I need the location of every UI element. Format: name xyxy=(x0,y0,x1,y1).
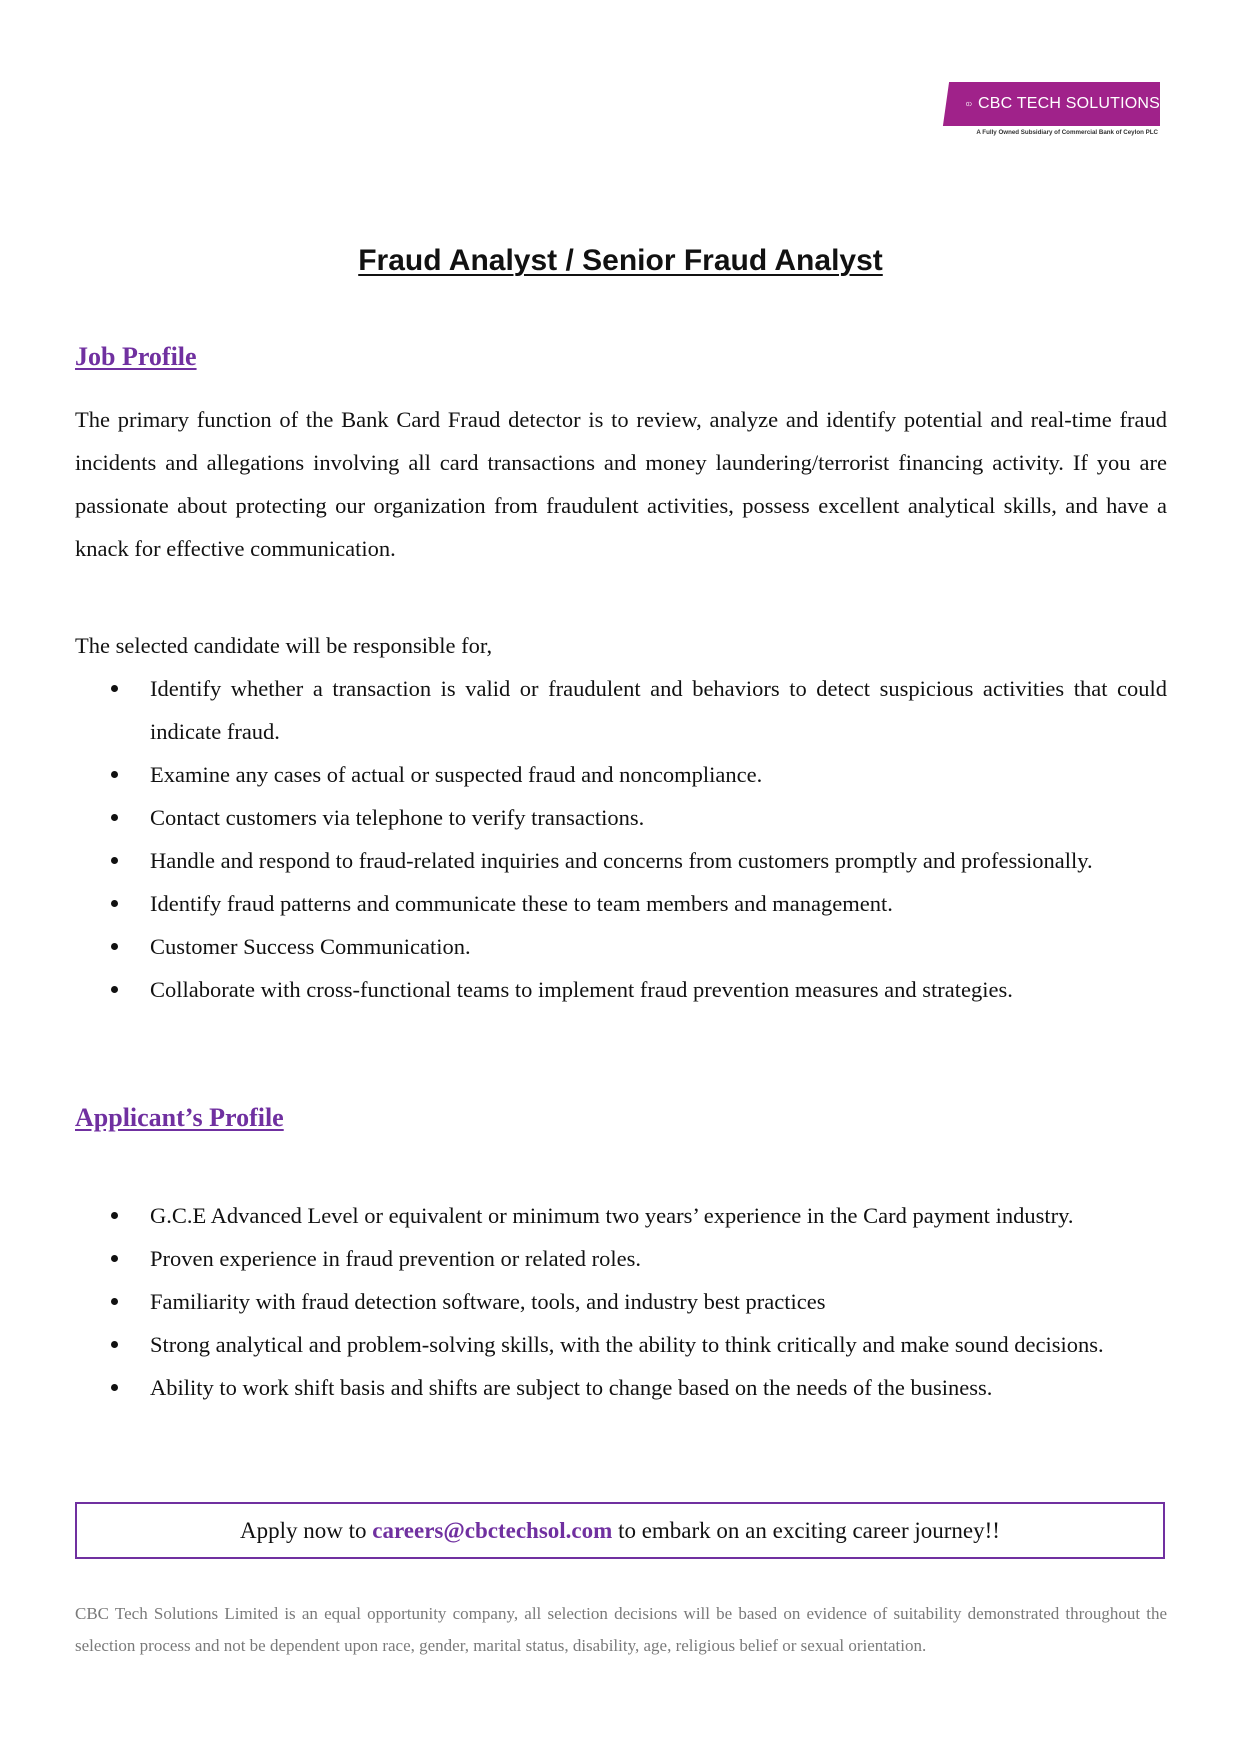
requirements-list xyxy=(75,1194,1167,1409)
bullet-icon xyxy=(111,1384,118,1391)
list-item-text: Proven experience in fraud prevention or related roles. xyxy=(150,1246,642,1271)
list-item xyxy=(75,753,1167,796)
responsibilities-lead: The selected candidate will be responsible for, xyxy=(75,633,493,658)
list-item-text: Identify whether a transaction is valid or fraudulent and behaviors to detect suspicious activities that could indicate fraud. xyxy=(150,676,1167,744)
list-item xyxy=(75,839,1167,882)
apply-suffix: to embark on an exciting career journey!! xyxy=(612,1517,1000,1543)
list-item xyxy=(75,925,1167,968)
bullet-icon xyxy=(111,1212,118,1219)
applicant-profile-heading: Applicant’s Profile xyxy=(75,1103,284,1132)
list-item-text: Handle and respond to fraud-related inquiries and concerns from customers promptly and professionally. xyxy=(150,848,1093,873)
responsibilities-list xyxy=(75,667,1167,1011)
page-title: Fraud Analyst / Senior Fraud Analyst xyxy=(358,244,883,277)
bullet-icon xyxy=(111,771,118,778)
list-item xyxy=(75,667,1167,753)
list-item xyxy=(75,796,1167,839)
list-item-text: Examine any cases of actual or suspected fraud and noncompliance. xyxy=(150,762,763,787)
apply-prefix: Apply now to xyxy=(240,1517,373,1543)
bullet-icon xyxy=(111,943,118,950)
bullet-icon xyxy=(111,986,118,993)
company-logo xyxy=(956,82,1160,136)
job-profile-heading: Job Profile xyxy=(75,342,197,371)
logo-company-name: CBC TECH SOLUTIONS xyxy=(978,95,1160,112)
apply-callout xyxy=(75,1502,1165,1559)
list-item xyxy=(75,968,1167,1011)
bullet-icon xyxy=(111,1298,118,1305)
list-item-text: Contact customers via telephone to verify transactions. xyxy=(150,805,645,830)
list-item xyxy=(75,882,1167,925)
bullet-icon xyxy=(111,857,118,864)
logo-tagline: A Fully Owned Subsidiary of Commercial Bank of Ceylon PLC xyxy=(976,129,1158,136)
list-item xyxy=(75,1323,1167,1366)
list-item xyxy=(75,1194,1167,1237)
list-item xyxy=(75,1237,1167,1280)
list-item-text: G.C.E Advanced Level or equivalent or minimum two years’ experience in the Card payment industry. xyxy=(150,1203,1074,1228)
bullet-icon xyxy=(111,814,118,821)
logo-banner xyxy=(956,82,1160,126)
list-item-text: Identify fraud patterns and communicate these to team members and management. xyxy=(150,891,893,916)
list-item xyxy=(75,1280,1167,1323)
list-item-text: Collaborate with cross-functional teams to implement fraud prevention measures and strategies. xyxy=(150,977,1013,1002)
job-profile-intro: The primary function of the Bank Card Fraud detector is to review, analyze and identify potential and real-time fraud incidents and allegations involving all card transactions and money laundering/terrorist financing activity. If you are passionate about protecting our organization from fraudulent activities, possess excellent analytical skills, and have a knack for effective communication. xyxy=(75,407,1167,561)
bullet-icon xyxy=(111,1255,118,1262)
careers-email-link[interactable]: careers@cbctechsol.com xyxy=(372,1517,613,1543)
list-item xyxy=(75,1366,1167,1409)
bullet-icon xyxy=(111,685,118,692)
bullet-icon xyxy=(111,900,118,907)
cbc-mark-icon xyxy=(966,93,972,115)
list-item-text: Customer Success Communication. xyxy=(150,934,471,959)
bullet-icon xyxy=(111,1341,118,1348)
list-item-text: Ability to work shift basis and shifts are subject to change based on the needs of the business. xyxy=(150,1375,993,1400)
equal-opportunity-statement: CBC Tech Solutions Limited is an equal opportunity company, all selection decisions will be based on evidence of suitability demonstrated throughout the selection process and not be dependent upon race, gender, marital status, disability, age, religious belief or sexual orientation. xyxy=(75,1604,1167,1655)
list-item-text: Familiarity with fraud detection software, tools, and industry best practices xyxy=(150,1289,826,1314)
list-item-text: Strong analytical and problem-solving skills, with the ability to think critically and make sound decisions. xyxy=(150,1332,1104,1357)
